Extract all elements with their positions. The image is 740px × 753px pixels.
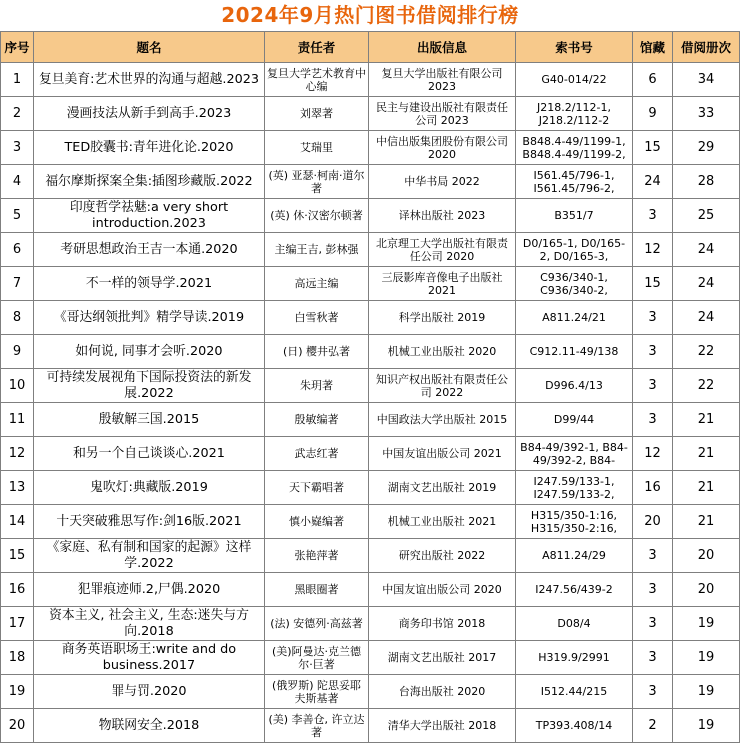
title-cell: 和另一个自己谈谈心.2021 [34, 437, 265, 471]
page-title: 2024年9月热门图书借阅排行榜 [221, 3, 519, 27]
loans-cell: 20 [673, 539, 740, 573]
author-cell: 复旦大学艺术教育中心编 [265, 63, 369, 97]
rank-cell: 19 [1, 675, 34, 709]
publisher-cell: 机械工业出版社 2021 [369, 505, 516, 539]
loans-cell: 21 [673, 403, 740, 437]
author-cell: 艾瑞里 [265, 131, 369, 165]
author-cell: 朱玥著 [265, 369, 369, 403]
holdings-cell: 3 [633, 199, 673, 233]
author-cell: (俄罗斯) 陀思妥耶夫斯基著 [265, 675, 369, 709]
author-cell: 天下霸唱著 [265, 471, 369, 505]
title-cell: 复旦美育:艺术世界的沟通与超越.2023 [34, 63, 265, 97]
loans-cell: 22 [673, 335, 740, 369]
title-cell: 资本主义, 社会主义, 生态:迷失与方向.2018 [34, 607, 265, 641]
publisher-cell: 三辰影库音像电子出版社 2021 [369, 267, 516, 301]
table-row [1, 539, 740, 573]
author-cell: 殷敏编著 [265, 403, 369, 437]
publisher-cell: 中华书局 2022 [369, 165, 516, 199]
holdings-cell: 3 [633, 539, 673, 573]
title-cell: 物联网安全.2018 [34, 709, 265, 743]
title-cell: TED胶囊书:青年进化论.2020 [34, 131, 265, 165]
call-number-cell: A811.24/29 [516, 539, 633, 573]
call-number-cell: D0/165-1, D0/165-2, D0/165-3, [516, 233, 633, 267]
rank-cell: 16 [1, 573, 34, 607]
table-row [1, 63, 740, 97]
loans-cell: 29 [673, 131, 740, 165]
title-cell: 商务英语职场王:write and do business.2017 [34, 641, 265, 675]
rank-cell: 13 [1, 471, 34, 505]
table-row [1, 199, 740, 233]
publisher-cell: 机械工业出版社 2020 [369, 335, 516, 369]
call-number-cell: I512.44/215 [516, 675, 633, 709]
title-cell: 殷敏解三国.2015 [34, 403, 265, 437]
call-number-cell: C912.11-49/138 [516, 335, 633, 369]
table-row [1, 471, 740, 505]
author-cell: 慎小嶷编著 [265, 505, 369, 539]
holdings-cell: 2 [633, 709, 673, 743]
publisher-cell: 湖南文艺出版社 2019 [369, 471, 516, 505]
loans-cell: 24 [673, 233, 740, 267]
rank-cell: 12 [1, 437, 34, 471]
author-cell: 刘翠著 [265, 97, 369, 131]
column-header-author: 责任者 [265, 32, 369, 63]
publisher-cell: 中国政法大学出版社 2015 [369, 403, 516, 437]
call-number-cell: I247.56/439-2 [516, 573, 633, 607]
table-row [1, 505, 740, 539]
holdings-cell: 16 [633, 471, 673, 505]
rank-cell: 20 [1, 709, 34, 743]
holdings-cell: 3 [633, 607, 673, 641]
table-row [1, 301, 740, 335]
title-cell: 鬼吹灯:典藏版.2019 [34, 471, 265, 505]
loans-cell: 24 [673, 267, 740, 301]
publisher-cell: 科学出版社 2019 [369, 301, 516, 335]
holdings-cell: 3 [633, 573, 673, 607]
author-cell: 白雪秋著 [265, 301, 369, 335]
publisher-cell: 民主与建设出版社有限责任公司 2023 [369, 97, 516, 131]
call-number-cell: C936/340-1, C936/340-2, [516, 267, 633, 301]
publisher-cell: 台海出版社 2020 [369, 675, 516, 709]
rank-cell: 17 [1, 607, 34, 641]
title-cell: 可持续发展视角下国际投资法的新发展.2022 [34, 369, 265, 403]
loans-cell: 20 [673, 573, 740, 607]
call-number-cell: G40-014/22 [516, 63, 633, 97]
table-row [1, 403, 740, 437]
call-number-cell: D996.4/13 [516, 369, 633, 403]
loans-cell: 25 [673, 199, 740, 233]
author-cell: 张艳萍著 [265, 539, 369, 573]
title-cell: 不一样的领导学.2021 [34, 267, 265, 301]
table-body [1, 63, 740, 743]
loans-cell: 22 [673, 369, 740, 403]
table-row [1, 437, 740, 471]
publisher-cell: 中信出版集团股份有限公司 2020 [369, 131, 516, 165]
column-header-holdings: 馆藏 [633, 32, 673, 63]
title-cell: 考研思想政治王吉一本通.2020 [34, 233, 265, 267]
column-header-publisher: 出版信息 [369, 32, 516, 63]
table-row [1, 335, 740, 369]
loans-cell: 21 [673, 505, 740, 539]
holdings-cell: 3 [633, 369, 673, 403]
rank-cell: 4 [1, 165, 34, 199]
rank-cell: 7 [1, 267, 34, 301]
publisher-cell: 商务印书馆 2018 [369, 607, 516, 641]
rank-cell: 8 [1, 301, 34, 335]
column-header-call-number: 索书号 [516, 32, 633, 63]
table-row [1, 165, 740, 199]
rank-cell: 14 [1, 505, 34, 539]
call-number-cell: B848.4-49/1199-1, B848.4-49/1199-2, [516, 131, 633, 165]
table-row [1, 573, 740, 607]
rank-cell: 3 [1, 131, 34, 165]
title-cell: 犯罪痕迹师.2,尸偶.2020 [34, 573, 265, 607]
title-cell: 漫画技法从新手到高手.2023 [34, 97, 265, 131]
holdings-cell: 9 [633, 97, 673, 131]
title-cell: 《家庭、私有制和国家的起源》这样学.2022 [34, 539, 265, 573]
author-cell: (法) 安德列·高兹著 [265, 607, 369, 641]
rank-cell: 15 [1, 539, 34, 573]
call-number-cell: TP393.408/14 [516, 709, 633, 743]
author-cell: 黑眼圈著 [265, 573, 369, 607]
call-number-cell: D08/4 [516, 607, 633, 641]
publisher-cell: 清华大学出版社 2018 [369, 709, 516, 743]
table-row [1, 233, 740, 267]
loans-cell: 19 [673, 641, 740, 675]
loans-cell: 19 [673, 607, 740, 641]
table-row [1, 267, 740, 301]
rank-cell: 10 [1, 369, 34, 403]
publisher-cell: 研究出版社 2022 [369, 539, 516, 573]
author-cell: (美) 李善仓, 许立达著 [265, 709, 369, 743]
holdings-cell: 3 [633, 301, 673, 335]
rank-cell: 2 [1, 97, 34, 131]
rank-cell: 11 [1, 403, 34, 437]
table-row [1, 131, 740, 165]
title-cell: 福尔摩斯探案全集:插图珍藏版.2022 [34, 165, 265, 199]
publisher-cell: 湖南文艺出版社 2017 [369, 641, 516, 675]
loans-cell: 19 [673, 675, 740, 709]
publisher-cell: 知识产权出版社有限责任公司 2022 [369, 369, 516, 403]
publisher-cell: 中国友谊出版公司 2021 [369, 437, 516, 471]
author-cell: (日) 樱井弘著 [265, 335, 369, 369]
loans-cell: 19 [673, 709, 740, 743]
rank-cell: 1 [1, 63, 34, 97]
call-number-cell: H315/350-1:16, H315/350-2:16, [516, 505, 633, 539]
table-row [1, 607, 740, 641]
call-number-cell: J218.2/112-1, J218.2/112-2 [516, 97, 633, 131]
table-row [1, 675, 740, 709]
call-number-cell: D99/44 [516, 403, 633, 437]
loans-cell: 34 [673, 63, 740, 97]
holdings-cell: 12 [633, 437, 673, 471]
table-row [1, 97, 740, 131]
loans-cell: 28 [673, 165, 740, 199]
holdings-cell: 12 [633, 233, 673, 267]
rank-cell: 5 [1, 199, 34, 233]
title-cell: 如何说, 同事才会听.2020 [34, 335, 265, 369]
column-header-loans: 借阅册次 [673, 32, 740, 63]
author-cell: (美)阿曼达·克兰德尔·巨著 [265, 641, 369, 675]
holdings-cell: 3 [633, 641, 673, 675]
call-number-cell: I561.45/796-1, I561.45/796-2, [516, 165, 633, 199]
title-cell: 印度哲学祛魅:a very short introduction.2023 [34, 199, 265, 233]
call-number-cell: B84-49/392-1, B84-49/392-2, B84- [516, 437, 633, 471]
call-number-cell: B351/7 [516, 199, 633, 233]
holdings-cell: 20 [633, 505, 673, 539]
holdings-cell: 15 [633, 267, 673, 301]
title-cell: 罪与罚.2020 [34, 675, 265, 709]
author-cell: (英) 休·汉密尔顿著 [265, 199, 369, 233]
title-cell: 《哥达纲领批判》精学导读.2019 [34, 301, 265, 335]
rank-cell: 9 [1, 335, 34, 369]
holdings-cell: 3 [633, 403, 673, 437]
publisher-cell: 译林出版社 2023 [369, 199, 516, 233]
holdings-cell: 15 [633, 131, 673, 165]
holdings-cell: 3 [633, 675, 673, 709]
column-header-rank: 序号 [1, 32, 34, 63]
header-row [1, 32, 740, 63]
table-row [1, 369, 740, 403]
call-number-cell: I247.59/133-1, I247.59/133-2, [516, 471, 633, 505]
holdings-cell: 24 [633, 165, 673, 199]
publisher-cell: 北京理工大学出版社有限责任公司 2020 [369, 233, 516, 267]
table-row [1, 709, 740, 743]
rank-cell: 6 [1, 233, 34, 267]
loans-cell: 21 [673, 437, 740, 471]
table-row [1, 641, 740, 675]
column-header-title: 题名 [34, 32, 265, 63]
author-cell: 武志红著 [265, 437, 369, 471]
author-cell: (英) 亚瑟·柯南·道尔著 [265, 165, 369, 199]
loans-cell: 21 [673, 471, 740, 505]
title-cell: 十天突破雅思写作:剑16版.2021 [34, 505, 265, 539]
loans-cell: 24 [673, 301, 740, 335]
rank-cell: 18 [1, 641, 34, 675]
publisher-cell: 中国友谊出版公司 2020 [369, 573, 516, 607]
ranking-table [0, 31, 740, 743]
call-number-cell: H319.9/2991 [516, 641, 633, 675]
holdings-cell: 3 [633, 335, 673, 369]
author-cell: 高远主编 [265, 267, 369, 301]
author-cell: 主编王吉, 彭林强 [265, 233, 369, 267]
holdings-cell: 6 [633, 63, 673, 97]
call-number-cell: A811.24/21 [516, 301, 633, 335]
loans-cell: 33 [673, 97, 740, 131]
publisher-cell: 复旦大学出版社有限公司 2023 [369, 63, 516, 97]
